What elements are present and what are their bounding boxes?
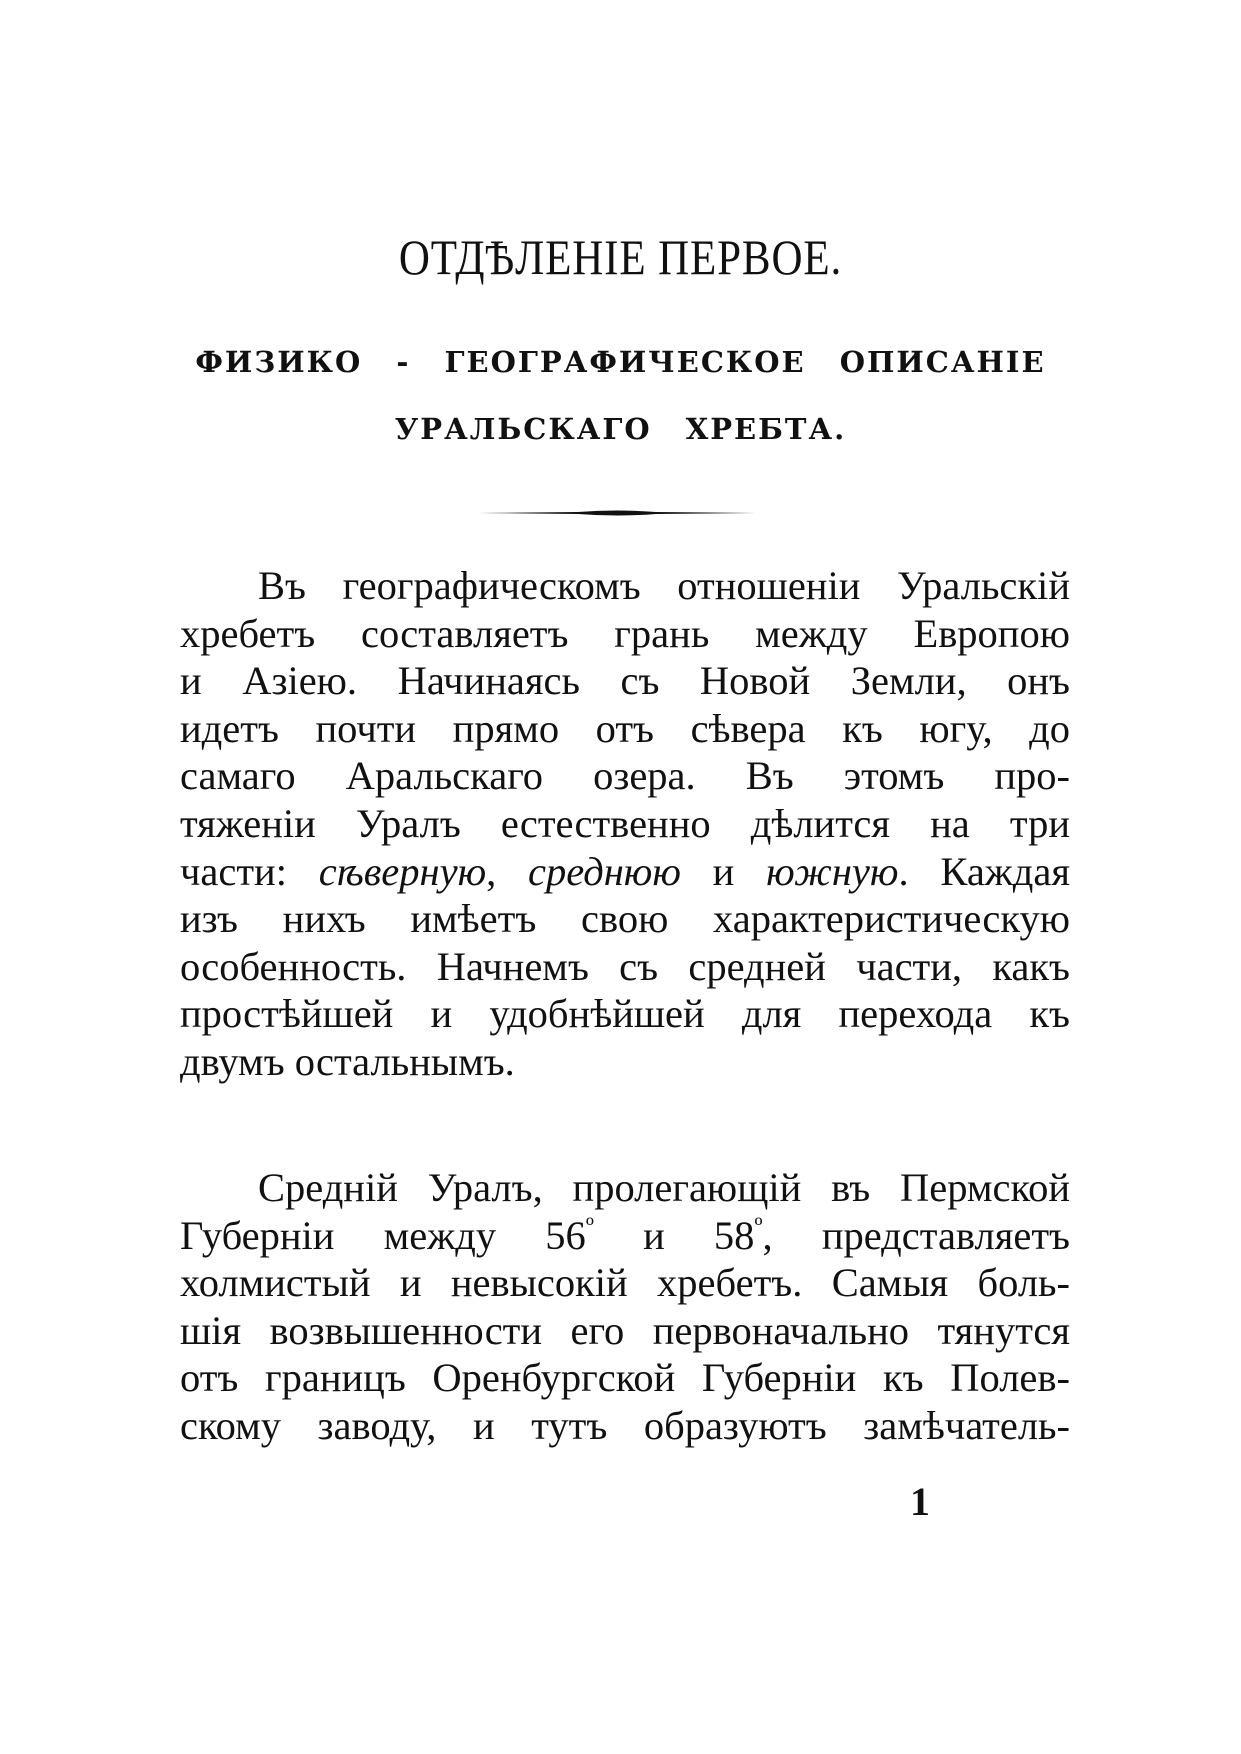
section-title: ОТДѢЛЕНІЕ ПЕРВОЕ. [398, 229, 843, 285]
text-fragment: . Каждая [898, 848, 1070, 894]
text-fragment: Губерніи между 56 [180, 1212, 586, 1258]
text-line: Въ географическомъ отношеніи Уральскій [258, 563, 1070, 608]
text-line: скому заводу, и тутъ образуютъ замѣчатель- [180, 1402, 1070, 1448]
chapter-subtitle-line-2: УРАЛЬСКАГО ХРЕБТА. [394, 412, 847, 446]
text-line: шія возвышенности его первоначально тянутся [180, 1307, 1070, 1353]
text-fragment: , представляетъ [762, 1212, 1070, 1258]
text-line: простѣйшей и удобнѣйшей для перехода къ [180, 991, 1070, 1037]
text-line: особенность. Начнемъ съ средней части, какъ [180, 943, 1070, 989]
text-fragment: и 58 [593, 1212, 755, 1258]
paragraph-2 [180, 1164, 1070, 1450]
text-line [180, 1212, 1070, 1260]
italic-term-south: южную [766, 848, 899, 894]
degree-mark: º [754, 1211, 763, 1241]
text-line: тяженіи Уралъ естественно дѣлится на три [180, 800, 1070, 846]
text-fragment: , [486, 848, 529, 894]
text-line: Средній Уралъ, пролегающій въ Пермской [258, 1165, 1070, 1210]
text-line: отъ границъ Оренбургской Губерніи къ Полев- [180, 1355, 1070, 1401]
text-line: самаго Аральскаго озера. Въ этомъ про- [180, 753, 1070, 799]
text-line [180, 848, 1070, 896]
ornamental-rule [478, 508, 756, 518]
italic-term-middle: среднюю [528, 848, 681, 894]
page-number: 1 [910, 1479, 930, 1524]
text-line: двумъ остальнымъ. [180, 1038, 515, 1084]
degree-mark: º [585, 1211, 594, 1241]
text-line: изъ нихъ имѣетъ свою характеристическую [180, 896, 1070, 942]
paragraph-1 [180, 562, 1070, 1086]
text-fragment: и [680, 848, 767, 894]
text-line: холмистый и невысокій хребетъ. Самыя боль- [180, 1260, 1070, 1306]
text-line: и Азіею. Начинаясь съ Новой Земли, онъ [180, 658, 1070, 704]
text-line: хребетъ составляетъ грань между Европою [180, 610, 1070, 656]
italic-term-north: сѣверную [318, 848, 487, 894]
chapter-subtitle-line-1: ФИЗИКО - ГЕОГРАФИЧЕСКОЕ ОПИСАНІЕ [195, 345, 1046, 379]
text-line: идетъ почти прямо отъ сѣвера къ югу, до [180, 705, 1070, 751]
text-fragment: части: [180, 848, 319, 894]
